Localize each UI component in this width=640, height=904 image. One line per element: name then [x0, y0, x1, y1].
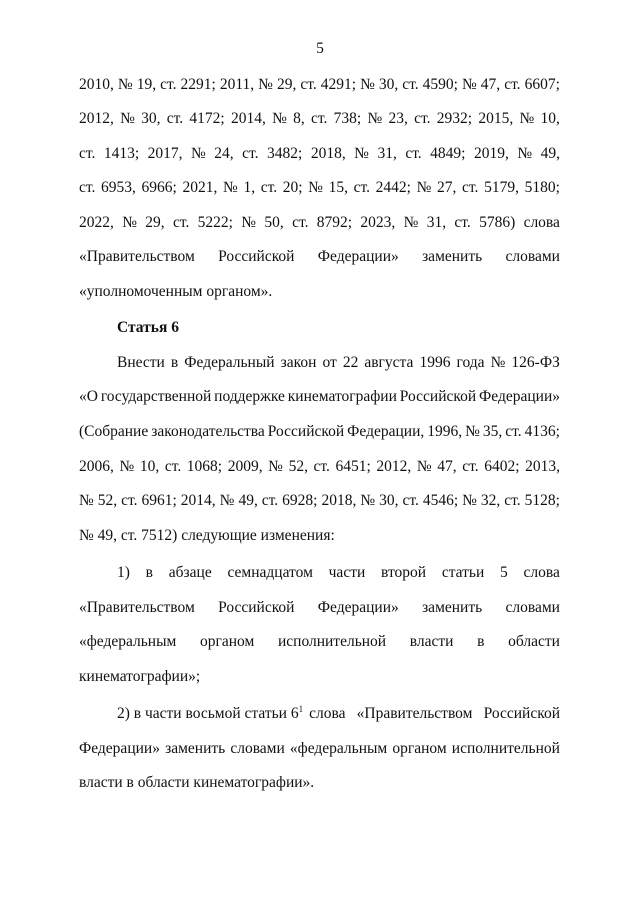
word: 2010, — [79, 76, 114, 93]
word: ст. — [462, 458, 479, 475]
word: 47, — [437, 458, 457, 475]
word: № — [79, 492, 94, 509]
word: 126-ФЗ — [511, 354, 560, 371]
word: № — [268, 458, 283, 475]
word: № — [272, 110, 287, 127]
word: ст. — [454, 214, 471, 231]
word: № — [360, 76, 375, 93]
word: 1068; — [186, 458, 223, 475]
word: № — [258, 76, 273, 93]
word: 6607; — [524, 76, 560, 93]
word: органом — [200, 633, 255, 650]
word: 4172; — [189, 110, 225, 127]
word: 5128; — [524, 492, 560, 509]
word: 2014, — [230, 110, 266, 127]
word: 1, — [243, 179, 256, 196]
word: 32, — [480, 492, 501, 509]
word: 2021, — [182, 179, 218, 196]
word: 5222; — [197, 214, 233, 231]
word: ст. — [121, 492, 138, 509]
word: 2019, — [473, 145, 509, 162]
word: 2013, — [525, 458, 560, 475]
word: органом — [392, 740, 447, 757]
intro-line-2 — [79, 387, 560, 407]
superscript: 1 — [298, 703, 304, 714]
word: «Правительством — [79, 248, 195, 265]
word: № — [219, 492, 235, 509]
word: в — [477, 633, 485, 650]
word: 1996, — [427, 423, 463, 440]
intro-line-1 — [117, 353, 560, 373]
word: 4590; — [422, 76, 458, 93]
word: № — [416, 458, 432, 475]
word: 2018, — [310, 145, 346, 162]
word: исполнительной — [451, 740, 560, 757]
word: ст. — [405, 145, 422, 162]
word: 10, — [139, 458, 160, 475]
word: ст. — [300, 76, 317, 93]
word: Российской — [399, 388, 477, 405]
word: ст. — [166, 110, 184, 127]
word: 20; — [282, 179, 303, 196]
word: заменить — [422, 599, 483, 616]
word: ст. — [260, 179, 278, 196]
word: кинематографии — [287, 388, 397, 405]
para1-line-5 — [79, 213, 560, 233]
word: № — [465, 423, 480, 440]
word: заменить — [165, 740, 226, 757]
word: 2012, — [79, 110, 114, 127]
word: 2014, — [180, 492, 216, 509]
item2-line-1 — [117, 704, 560, 724]
word: слова — [523, 214, 560, 231]
word: 10, — [540, 110, 560, 127]
article-heading: Статья 6 — [117, 319, 179, 336]
word: 2012, — [376, 458, 412, 475]
word: 47, — [480, 76, 501, 93]
word: Федерации, — [347, 423, 425, 440]
word: № — [461, 76, 477, 93]
word: № — [416, 179, 432, 196]
word: Федерации» — [479, 388, 560, 405]
para1-line-7: «уполномоченным органом». — [79, 283, 273, 300]
item2-line1-lead: 2) в части восьмой статьи $6^1$ — [117, 703, 304, 722]
word: статьи — [441, 564, 485, 581]
item1-line-2 — [79, 598, 560, 618]
word: № — [120, 110, 135, 127]
word: 2017, — [147, 145, 183, 162]
word: № — [517, 145, 533, 162]
word: ст. — [414, 110, 431, 127]
word: 3482; — [267, 145, 303, 162]
item1-line-1 — [117, 563, 560, 583]
item1-line-3 — [79, 632, 560, 652]
word: 738; — [333, 110, 362, 127]
word: 4849; — [430, 145, 466, 162]
word: закон — [280, 354, 317, 371]
intro-line-5 — [79, 491, 560, 511]
word: № — [191, 145, 206, 162]
word: 5180; — [524, 179, 560, 196]
word: 35, — [482, 423, 503, 440]
word: 2009, — [227, 458, 263, 475]
word: 2023, — [360, 214, 396, 231]
word: 2442; — [375, 179, 411, 196]
para1-line-1 — [79, 75, 560, 95]
word: ст. — [353, 179, 370, 196]
word: ст. — [160, 76, 177, 93]
word: словами — [230, 740, 285, 757]
word: 8792; — [316, 214, 353, 231]
word: Российской — [267, 423, 345, 440]
word: ст. — [172, 214, 190, 231]
word: № — [490, 354, 506, 371]
word: ст. — [242, 145, 259, 162]
word: ст. — [292, 214, 309, 231]
word: «О — [79, 388, 98, 405]
word: области — [508, 633, 560, 650]
word: 52, — [97, 492, 118, 509]
word: «федеральным — [79, 633, 177, 650]
item2-line1-rest — [309, 704, 560, 724]
word: 2932; — [436, 110, 473, 127]
word: ст. — [311, 110, 328, 127]
word: 29, — [145, 214, 165, 231]
word: 15, — [328, 179, 348, 196]
word: 29, — [276, 76, 297, 93]
word: ст. — [505, 423, 522, 440]
word: (Собрание — [79, 423, 149, 440]
word: Российской — [218, 248, 295, 265]
word: семнадцатом — [227, 564, 313, 581]
para1-line-6 — [79, 247, 560, 267]
word: № — [519, 110, 535, 127]
word: 6928; — [282, 492, 318, 509]
word: № — [403, 214, 419, 231]
word: 30, — [378, 76, 399, 93]
word: «Правительством — [79, 599, 195, 616]
word: 30, — [379, 492, 399, 509]
word: 5786) — [479, 214, 516, 231]
item2-line-3: власти в области кинематографии». — [79, 774, 315, 791]
word: 4136; — [524, 423, 560, 440]
word: 6451; — [335, 458, 371, 475]
word: № — [117, 76, 133, 93]
word: 22 — [342, 354, 359, 371]
word: ст. — [79, 179, 96, 196]
word: «федеральным — [289, 740, 388, 757]
word: ст. — [462, 179, 479, 196]
intro-line-3 — [79, 422, 560, 442]
word: ст. — [504, 492, 521, 509]
word: Федерации» — [317, 248, 399, 265]
word: 49, — [238, 492, 258, 509]
word: ст. — [402, 76, 419, 93]
word: года — [456, 354, 485, 371]
word: 4546; — [422, 492, 459, 509]
word: 27, — [437, 179, 457, 196]
word: 4291; — [320, 76, 357, 93]
word: в — [145, 564, 153, 581]
word: словами — [505, 248, 560, 265]
word: Российской — [483, 705, 560, 722]
word: слова — [309, 705, 346, 722]
word: 2015, — [478, 110, 514, 127]
word: Федерации» — [79, 740, 160, 757]
word: слова — [523, 564, 560, 581]
para1-line-4 — [79, 178, 560, 198]
word: 6961; — [141, 492, 177, 509]
word: ст. — [402, 492, 419, 509]
word: Федеральный — [184, 354, 275, 371]
word: словами — [505, 599, 560, 616]
page-number: 5 — [316, 40, 324, 57]
word: второй — [381, 564, 427, 581]
word: 24, — [214, 145, 234, 162]
word: 30, — [141, 110, 161, 127]
word: ст. — [313, 458, 330, 475]
word: 1413; — [103, 145, 140, 162]
word: № — [462, 492, 477, 509]
intro-line-6: № 49, ст. 7512) следующие изменения: — [79, 527, 335, 544]
word: государственной — [100, 388, 212, 405]
word: поддержке — [214, 388, 285, 405]
word: ст. — [79, 145, 96, 162]
para1-line-3 — [79, 144, 560, 164]
word: № — [119, 458, 135, 475]
word: 2291; — [180, 76, 216, 93]
word: 2022, — [79, 214, 114, 231]
word: Федерации» — [317, 599, 399, 616]
word: заменить — [422, 248, 483, 265]
word: 6953, — [101, 179, 136, 196]
word: № — [354, 145, 369, 162]
word: 19, — [136, 76, 157, 93]
word: в — [170, 354, 179, 371]
word: 49, — [540, 145, 560, 162]
word: 8, — [293, 110, 305, 127]
word: 6402; — [484, 458, 520, 475]
word: № — [360, 492, 376, 509]
word: 50, — [264, 214, 284, 231]
word: 31, — [426, 214, 447, 231]
word: 6966; — [141, 179, 177, 196]
word: августа — [364, 354, 414, 371]
word: 23, — [388, 110, 408, 127]
word: 1) — [117, 564, 130, 581]
word: № — [223, 179, 238, 196]
word: ст. — [504, 76, 521, 93]
word: «Правительством — [356, 705, 473, 722]
word: законодательства — [151, 423, 265, 440]
para1-line-2 — [79, 109, 560, 129]
word: 1996 — [419, 354, 451, 371]
word: ст. — [164, 458, 182, 475]
word: 5179, — [484, 179, 519, 196]
word: исполнительной — [277, 633, 387, 650]
item1-line-4: кинематографии»; — [79, 668, 201, 685]
word: № — [241, 214, 257, 231]
word: 2018, — [321, 492, 357, 509]
word: 52, — [288, 458, 308, 475]
word: 2011, — [219, 76, 255, 93]
word: 5 — [500, 564, 508, 581]
word: № — [122, 214, 137, 231]
word: 2006, — [79, 458, 114, 475]
word: № — [308, 179, 323, 196]
word: от — [322, 354, 337, 371]
word: № — [367, 110, 383, 127]
word: абзаце — [168, 564, 212, 581]
word: власти — [409, 633, 454, 650]
word: 31, — [377, 145, 397, 162]
word: Российской — [218, 599, 295, 616]
intro-line-4 — [79, 457, 560, 477]
word: Внести — [117, 354, 165, 371]
word: ст. — [261, 492, 279, 509]
item2-line-2 — [79, 739, 560, 759]
word: части — [328, 564, 366, 581]
